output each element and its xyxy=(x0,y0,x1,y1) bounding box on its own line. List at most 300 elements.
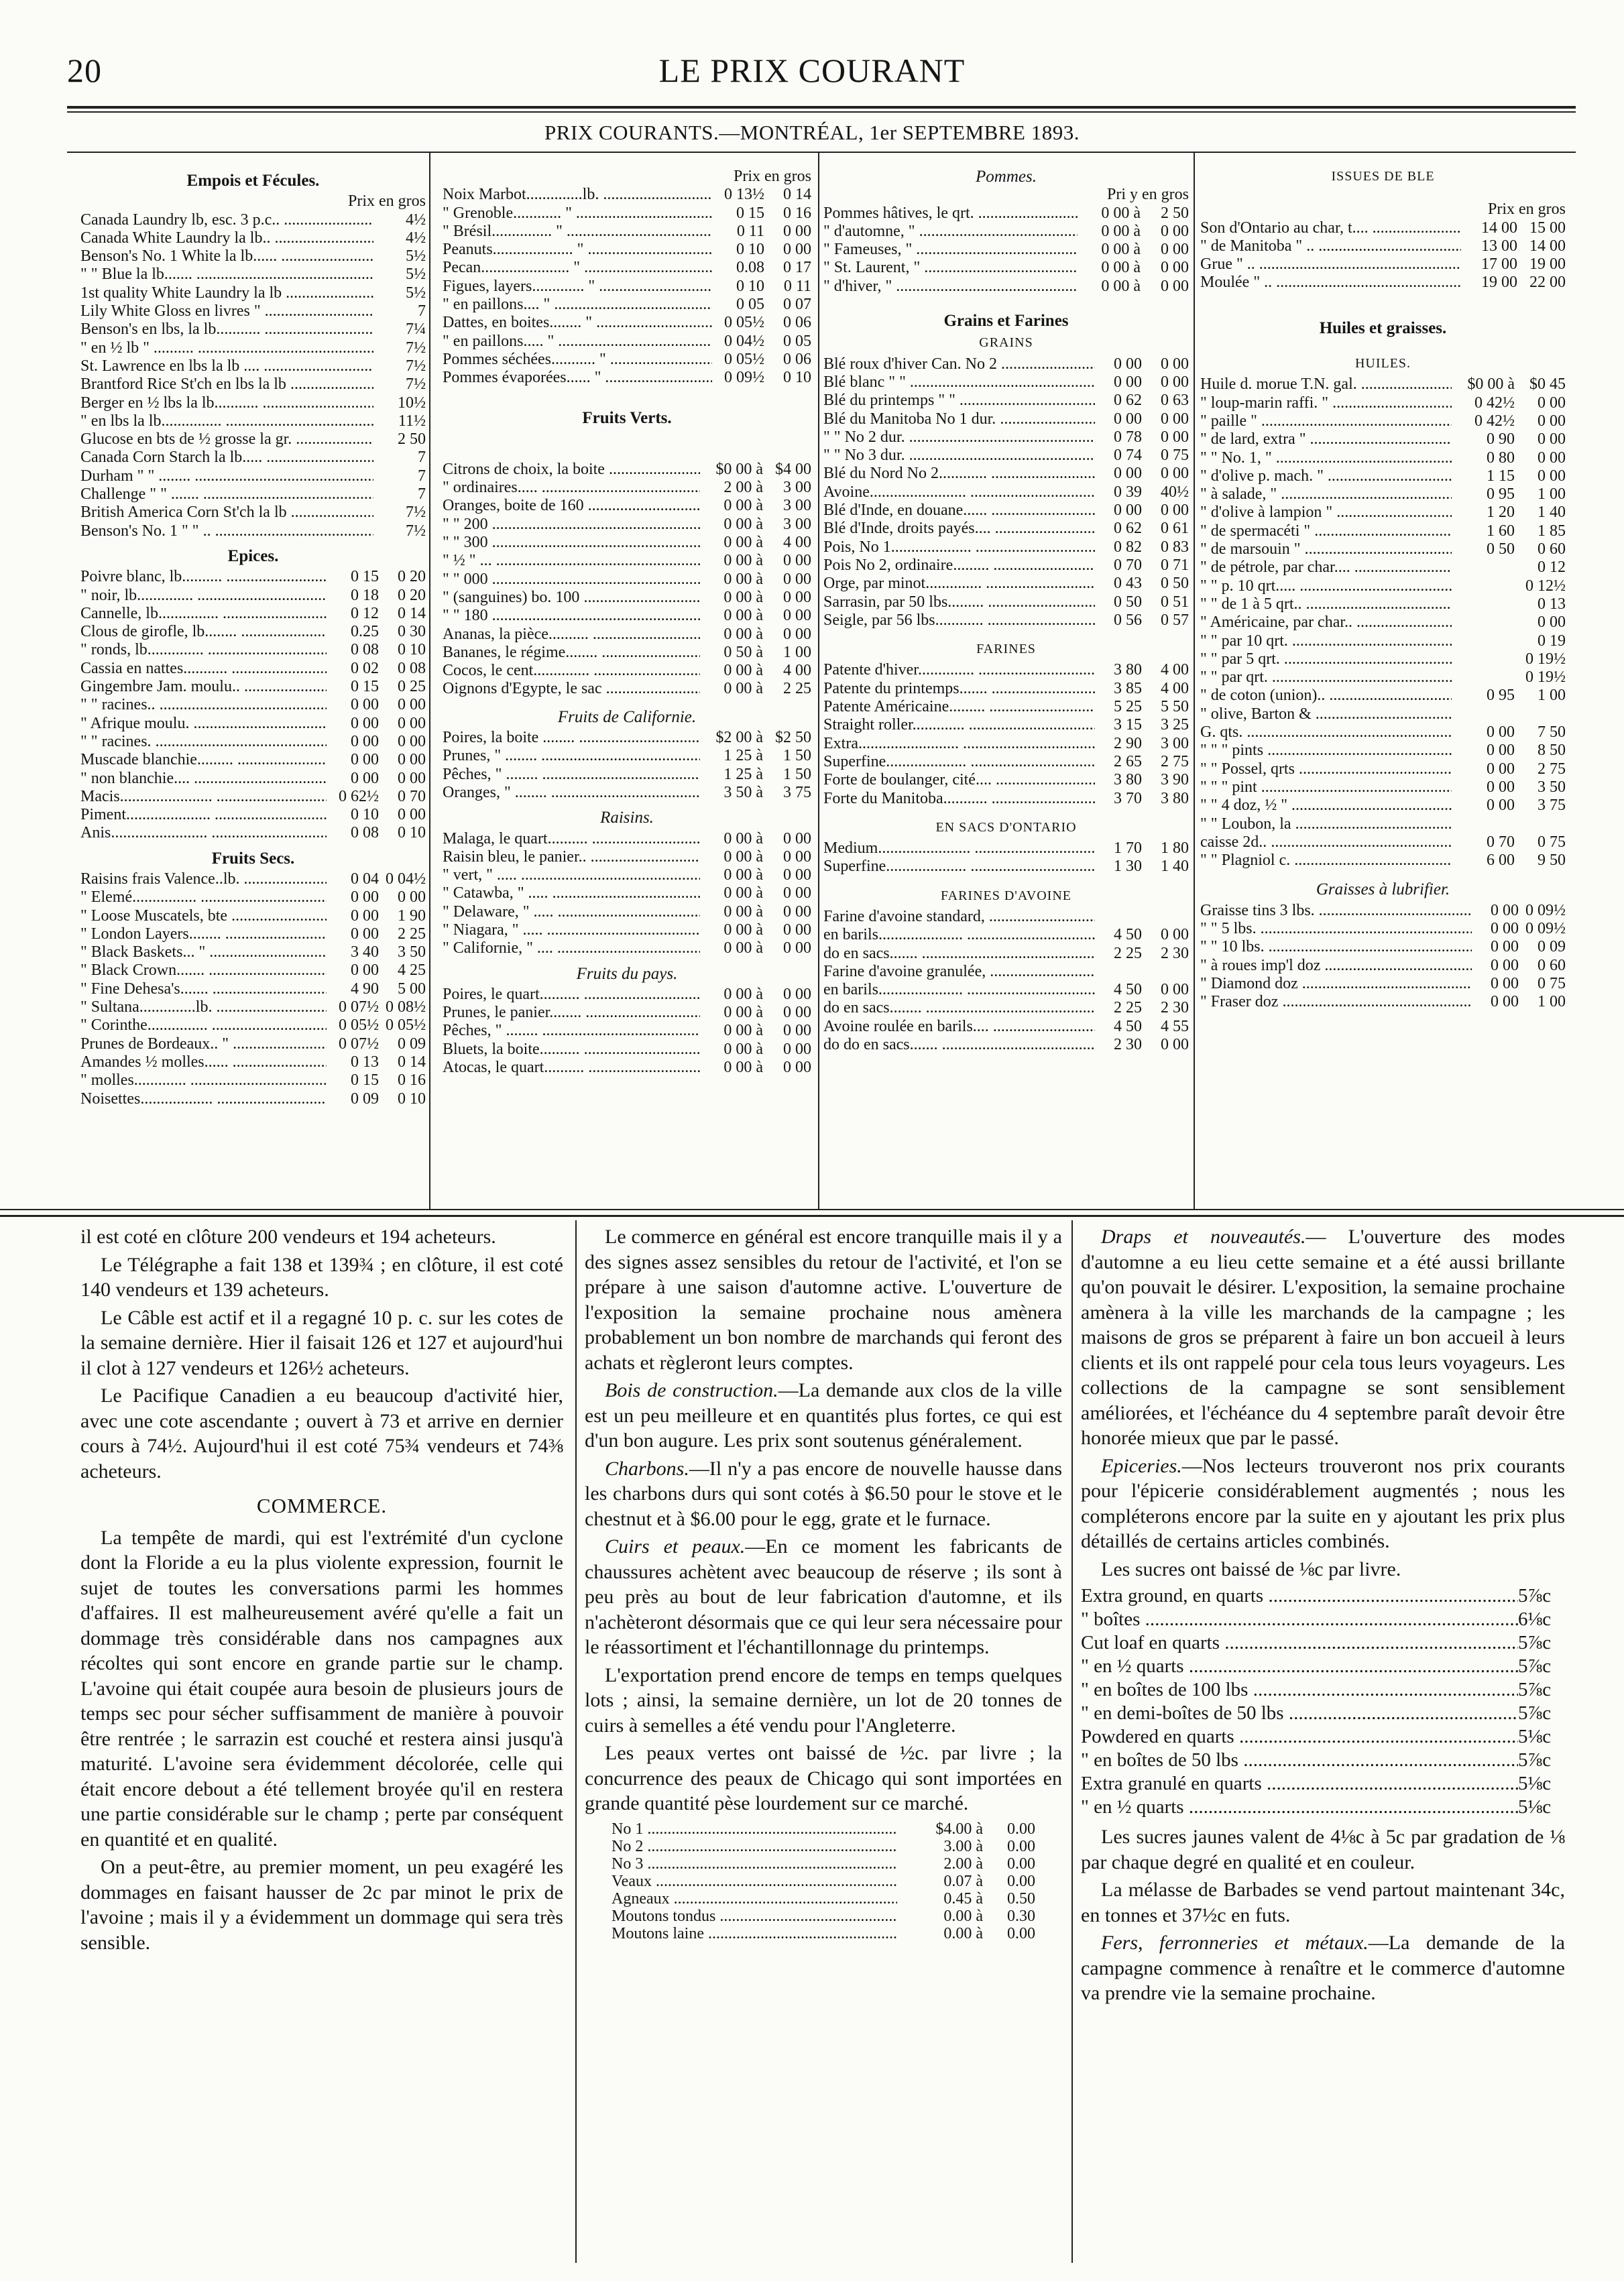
item-name: Orge, par minot.............. ..... xyxy=(823,575,1095,593)
paragraph-body: —La demande aux clos de la ville est un peu meilleure et en quantités plus fortes, ce qui est d'un bon augure. Les prix sont soutenus généralement. xyxy=(585,1379,1062,1452)
item-price: 2 75 xyxy=(1161,752,1189,770)
item-name: " Afrique moulu. ..... xyxy=(80,715,327,733)
item-name: " " Blue la lb....... ..... xyxy=(80,266,373,284)
price-row xyxy=(80,412,426,430)
price-row xyxy=(443,986,811,1004)
item-price: 3 50 xyxy=(398,943,426,961)
price-row xyxy=(1200,595,1566,613)
header-rule-bottom xyxy=(67,111,1576,113)
item-price: 2 25 xyxy=(1114,944,1142,962)
item-price: 5½ xyxy=(406,284,426,302)
price-row xyxy=(443,1041,811,1059)
price-row xyxy=(1081,1678,1565,1702)
price-table xyxy=(1200,902,1566,1012)
price-row xyxy=(443,680,811,698)
item-price: 0 00 xyxy=(1161,428,1189,446)
item-price: 0 00 à xyxy=(723,829,763,847)
paragraph: Les sucres jaunes valent de 4⅛c à 5c par gradation de ⅛ par chaque degré en qualité et en couleur. xyxy=(1081,1826,1565,1873)
price-row xyxy=(823,790,1189,808)
price-row xyxy=(1200,219,1566,237)
item-name: Citrons de choix, la boite ..... xyxy=(443,461,700,479)
price-row xyxy=(1200,920,1566,938)
item-price: 0 00 xyxy=(783,222,811,240)
item-price: 0 06 xyxy=(783,314,811,332)
item-price: 0 83 xyxy=(1161,538,1189,556)
item-price: 0 10 xyxy=(398,641,426,659)
item-price: 7 xyxy=(418,467,426,485)
price-table xyxy=(443,729,811,802)
item-price: 3 00 xyxy=(783,515,811,533)
item-price: 0 00 xyxy=(398,888,426,906)
item-price: 3 00 xyxy=(1161,734,1189,752)
price-row xyxy=(80,733,426,751)
item-price: 0 00 à xyxy=(723,552,763,570)
item-name: Prunes, le panier........ ..... xyxy=(443,1004,700,1022)
item-price: 0 00 xyxy=(1487,797,1515,815)
price-row xyxy=(443,921,811,939)
price-row xyxy=(80,998,426,1016)
item-price xyxy=(1452,705,1515,723)
price-row xyxy=(1200,255,1566,274)
price-row xyxy=(80,641,426,659)
paragraph: La mélasse de Barbades se vend partout maintenant 34c, en tonnes et 37½c en futs. xyxy=(1081,1879,1565,1926)
item-name: Seigle, par 56 lbs............ ..... xyxy=(823,611,1095,630)
section-title: Empois et Fécules. xyxy=(186,172,320,190)
item-name: Cut loaf en quarts ..... xyxy=(1081,1631,1518,1655)
price-row xyxy=(80,1016,426,1035)
item-price: 0 15 xyxy=(351,1071,379,1090)
item-name: " " No. 1, " ..... xyxy=(1200,449,1452,467)
price-table xyxy=(443,186,811,387)
item-price: 0 20 xyxy=(398,568,426,586)
item-name: " Elemé................ ..... xyxy=(80,888,327,906)
item-name: Pêches, " ........ ..... xyxy=(443,766,700,784)
item-price: 6⅛c xyxy=(1518,1609,1552,1630)
price-row xyxy=(612,1925,1035,1942)
price-row xyxy=(80,302,426,320)
paragraph xyxy=(585,1456,1062,1532)
item-name: Patente Américaine......... ..... xyxy=(823,698,1095,716)
item-name: Poivre blanc, lb.......... ..... xyxy=(80,568,327,586)
item-name: " " par qrt. ..... xyxy=(1200,668,1452,687)
item-price: 13 00 xyxy=(1481,237,1517,255)
price-row xyxy=(443,369,811,387)
item-price: 1 15 xyxy=(1487,467,1515,485)
item-price: 0 00 à xyxy=(723,680,763,698)
price-row xyxy=(443,866,811,884)
item-name: Amandes ½ molles...... ..... xyxy=(80,1053,327,1071)
item-name: Prunes de Bordeaux.. " ..... xyxy=(80,1035,327,1053)
item-name: Patente du printemps....... ..... xyxy=(823,680,1095,698)
item-price: 0 50 xyxy=(1161,575,1189,593)
price-row xyxy=(443,314,811,332)
item-name: " ordinaires..... ..... xyxy=(443,479,700,497)
item-price: 19 00 xyxy=(1529,255,1566,274)
item-name: Superfine.................... ..... xyxy=(823,753,1095,771)
item-price: 0 75 xyxy=(1161,447,1189,465)
item-price: 0 00 xyxy=(783,241,811,259)
paragraph xyxy=(1081,1454,1565,1554)
section-title: Epices. xyxy=(227,546,279,565)
item-price: 0 00 xyxy=(783,939,811,957)
item-price: 4 00 xyxy=(1161,679,1189,697)
item-price: 0 30 xyxy=(398,623,426,641)
item-name: " " Plagniol c. ..... xyxy=(1200,852,1452,870)
price-row xyxy=(80,907,426,925)
item-price: 0.00 à xyxy=(943,1924,983,1942)
item-name: do do en sacs....... ..... xyxy=(823,1036,1095,1054)
item-name: Avoine........................ ..... xyxy=(823,483,1095,502)
item-price xyxy=(1452,650,1515,668)
price-row xyxy=(823,483,1189,502)
price-row xyxy=(443,351,811,369)
item-price: 5⅛c xyxy=(1518,1796,1552,1818)
item-name: " " 180 ..... xyxy=(443,607,700,625)
price-row xyxy=(823,680,1189,698)
price-row xyxy=(823,538,1189,557)
item-name: Graisse tins 3 lbs. ..... xyxy=(1200,902,1472,920)
item-price: 2 25 xyxy=(398,925,426,943)
item-price: 0 16 xyxy=(398,1071,426,1090)
item-price: 0 00 à xyxy=(723,866,763,884)
item-price: 0 07 xyxy=(783,296,811,314)
price-row xyxy=(612,1838,1035,1855)
item-price: 1 60 xyxy=(1487,522,1515,540)
column-separator xyxy=(575,1220,577,2263)
item-name: Lily White Gloss en livres " ..... xyxy=(80,302,373,320)
item-price: 5⅞c xyxy=(1518,1632,1552,1653)
price-row xyxy=(1200,430,1566,449)
price-row xyxy=(823,839,1189,858)
item-name: Cassia en nattes........... ..... xyxy=(80,660,327,678)
price-row xyxy=(1200,815,1566,833)
paragraph: Le commerce en général est encore tranquille mais il y a des signes assez sensibles du retour de l'activité, et l'on se prépare à une saison d'automne active. L'ouverture de l'exposition la semaine prochaine nous amènera probablement un bon nombre de marchands qui feront des achats et règleront leurs comptes. xyxy=(585,1226,1062,1374)
price-table xyxy=(1200,375,1566,870)
item-price: 0.00 xyxy=(1007,1924,1035,1942)
price-row xyxy=(443,516,811,534)
item-price: 17 00 xyxy=(1481,255,1517,274)
column-separator xyxy=(429,153,430,1209)
item-price: 0 18 xyxy=(351,586,379,604)
item-name: Macis....................... ..... xyxy=(80,788,327,806)
item-price: 0 00 xyxy=(1161,926,1189,944)
section-title: Fruits du pays. xyxy=(576,964,678,983)
paragraph: Le Câble est actif et il a regagné 10 p. c. sur les cotes de la semaine dernière. Hier il faisait 126 et 127 et aujourd'hui il clot à 127 vendeurs et 126½ acheteurs. xyxy=(80,1306,563,1379)
price-row xyxy=(80,870,426,888)
price-row xyxy=(443,461,811,479)
price-row xyxy=(80,394,426,412)
item-name: Peanuts.................... " ..... xyxy=(443,241,712,259)
price-row xyxy=(80,357,426,375)
price-row xyxy=(80,266,426,284)
price-row xyxy=(443,259,811,277)
price-row xyxy=(80,449,426,467)
price-row xyxy=(80,339,426,357)
price-row xyxy=(80,587,426,605)
item-price: 2 90 xyxy=(1114,734,1142,752)
section-title: Huiles et graisses. xyxy=(1319,318,1447,337)
item-name: Piment..................... ..... xyxy=(80,806,327,824)
price-row xyxy=(1200,412,1566,430)
item-price: 2 50 xyxy=(1161,204,1189,222)
price-row xyxy=(80,788,426,806)
item-name: " d'olive p. mach. " ..... xyxy=(1200,467,1452,485)
item-price: 0 15 xyxy=(351,678,379,696)
item-price: 0 80 xyxy=(1487,449,1515,467)
item-price: 3 50 à xyxy=(723,783,763,801)
item-price: 3.00 à xyxy=(943,1837,983,1855)
item-price: 0 00 xyxy=(783,829,811,847)
price-row xyxy=(80,824,426,842)
sugar-price-table xyxy=(1081,1584,1565,1819)
item-price: 1 00 xyxy=(1538,993,1566,1011)
item-price: 0 14 xyxy=(398,1053,426,1071)
item-name: Brantford Rice St'ch en lbs la lb ..... xyxy=(80,375,373,394)
item-price: 0 00 xyxy=(398,806,426,824)
item-price: 0 00 xyxy=(1491,993,1519,1011)
item-price: 0 00 xyxy=(351,751,379,769)
item-name: Oranges, boite de 160 ..... xyxy=(443,497,700,515)
item-name: Son d'Ontario au char, t.... ..... xyxy=(1200,219,1461,237)
item-price: 0 00 à xyxy=(723,985,763,1003)
item-name: Cannelle, lb............... ..... xyxy=(80,605,327,623)
item-name: " Black Crown....... ..... xyxy=(80,961,327,980)
price-row xyxy=(1200,540,1566,559)
item-name: Blé du Manitoba No 1 dur. ..... xyxy=(823,410,1095,428)
price-row xyxy=(1081,1608,1565,1631)
item-price: 0 00 xyxy=(1538,430,1566,449)
section-title: FARINES D'AVOINE xyxy=(941,888,1071,903)
item-price: 1 00 xyxy=(1538,485,1566,504)
price-table xyxy=(823,908,1189,1054)
item-name: Muscade blanchie......... ..... xyxy=(80,751,327,769)
item-price: 0 04½ xyxy=(724,332,764,350)
price-column-4 xyxy=(1200,168,1566,1011)
price-row xyxy=(80,1090,426,1108)
item-name: en barils..................... ..... xyxy=(823,926,1095,944)
item-name: Sarrasin, par 50 lbs......... ..... xyxy=(823,593,1095,611)
item-name: " " 300 ..... xyxy=(443,534,700,552)
item-name: Pommes hâtives, le qrt. ..... xyxy=(823,204,1078,223)
price-row xyxy=(443,223,811,241)
item-price: 0.00 xyxy=(1007,1837,1035,1855)
item-price: 0.00 à xyxy=(943,1907,983,1925)
item-price: 10½ xyxy=(398,394,426,412)
item-price xyxy=(1452,815,1515,833)
item-price: 1 40 xyxy=(1538,504,1566,522)
price-row xyxy=(80,430,426,449)
item-price: $0 45 xyxy=(1529,375,1566,394)
price-row xyxy=(80,247,426,266)
item-price: 0 15 xyxy=(351,568,379,586)
item-name: Atocas, le quart.......... ..... xyxy=(443,1059,700,1077)
price-row xyxy=(612,1908,1035,1925)
price-row xyxy=(80,504,426,522)
item-price: 7 50 xyxy=(1538,723,1566,742)
price-row xyxy=(1200,274,1566,292)
price-column-1 xyxy=(80,168,426,1108)
price-row xyxy=(443,884,811,902)
item-price: 4 55 xyxy=(1161,1017,1189,1035)
item-price: $0 00 à xyxy=(1467,375,1515,394)
price-row xyxy=(80,770,426,788)
item-name: Grue " .. ..... xyxy=(1200,255,1461,274)
price-table xyxy=(80,870,426,1108)
item-name: " en demi-boîtes de 50 lbs ..... xyxy=(1081,1702,1518,1725)
item-name: do en sacs........ ..... xyxy=(823,999,1095,1017)
price-row xyxy=(80,1035,426,1053)
item-price: 0 05½ xyxy=(386,1016,426,1035)
price-row xyxy=(823,735,1189,753)
item-name: " Fine Dehesa's....... ..... xyxy=(80,980,327,998)
item-price: 15 00 xyxy=(1529,219,1566,237)
price-row xyxy=(823,373,1189,392)
item-price: 0 00 xyxy=(1161,1036,1189,1054)
item-price xyxy=(1452,577,1515,595)
item-price: 0 00 à xyxy=(723,625,763,643)
price-row xyxy=(80,284,426,302)
price-row xyxy=(80,751,426,769)
item-price: 4 25 xyxy=(398,961,426,980)
item-price: 0 19½ xyxy=(1525,668,1566,687)
item-price: 0 62 xyxy=(1114,520,1142,538)
price-row xyxy=(80,522,426,540)
paragraph-body: —Il n'y a pas encore de nouvelle hausse dans les charbons durs qui sont cotés à $6.50 pour le stove et le chestnut et à $6.00 pour le egg, grate et le furnace. xyxy=(585,1457,1062,1530)
item-name: " à salade, " ..... xyxy=(1200,485,1452,504)
price-row xyxy=(443,830,811,848)
item-name: Canada Laundry lb, esc. 3 p.c.. ..... xyxy=(80,211,373,229)
price-row xyxy=(1200,687,1566,705)
price-row xyxy=(1200,723,1566,742)
price-row xyxy=(823,410,1189,428)
item-name: " Loose Muscatels, bte ..... xyxy=(80,907,327,925)
item-price: 2 30 xyxy=(1114,1036,1142,1054)
item-name: 1st quality White Laundry la lb ..... xyxy=(80,284,373,302)
price-row xyxy=(823,223,1189,241)
price-row xyxy=(1200,760,1566,778)
item-price: 0.45 à xyxy=(943,1889,983,1908)
item-name: Cocos, le cent.............. ..... xyxy=(443,662,700,680)
price-row xyxy=(443,784,811,802)
item-name: Pêches, " ........ ..... xyxy=(443,1022,700,1040)
price-row xyxy=(823,1018,1189,1036)
item-price: 5⅞c xyxy=(1518,1679,1552,1700)
paragraph-lead: Cuirs et peaux. xyxy=(605,1535,746,1558)
price-row xyxy=(80,211,426,229)
item-price: 0 00 xyxy=(351,714,379,732)
price-row xyxy=(80,320,426,339)
item-name: " " 4 doz, ½ " ..... xyxy=(1200,797,1452,815)
item-price: 7½ xyxy=(406,375,426,394)
page-title: LE PRIX COURANT xyxy=(658,52,966,89)
item-price: 7¼ xyxy=(406,320,426,339)
paragraph-lead: Charbons. xyxy=(605,1457,689,1480)
item-price: 5 25 xyxy=(1114,698,1142,716)
item-price: 1 00 xyxy=(1538,687,1566,705)
section-heading: COMMERCE. xyxy=(256,1494,388,1517)
item-name: do en sacs....... ..... xyxy=(823,945,1095,963)
item-price: 0 20 xyxy=(398,586,426,604)
item-price: 0 56 xyxy=(1114,611,1142,629)
item-name: Agneaux ..... xyxy=(612,1890,897,1908)
item-name: Avoine roulée en barils.... ..... xyxy=(823,1018,1095,1036)
item-price: 0 05½ xyxy=(724,314,764,332)
item-price: 1 85 xyxy=(1538,522,1566,540)
item-name: " " " pints ..... xyxy=(1200,742,1452,760)
item-price: 3 00 xyxy=(783,497,811,515)
item-name: No 1 ..... xyxy=(612,1820,897,1838)
item-price: 0 00 xyxy=(1161,981,1189,999)
item-name: " " 10 lbs. ..... xyxy=(1200,938,1472,956)
item-name: " de coton (union).. ..... xyxy=(1200,687,1452,705)
price-row xyxy=(1200,975,1566,993)
item-price: 0 09½ xyxy=(1525,919,1566,937)
item-price: 0 00 xyxy=(783,570,811,588)
item-price: 0 00 xyxy=(1114,465,1142,483)
item-price: 0 13 xyxy=(1538,595,1566,613)
price-row xyxy=(443,497,811,515)
item-price: 0 10 xyxy=(398,824,426,842)
price-table xyxy=(80,568,426,842)
price-row xyxy=(443,241,811,259)
item-name: No 2 ..... xyxy=(612,1838,897,1855)
item-name: " non blanchie.... ..... xyxy=(80,770,327,788)
item-name: Benson's No. 1 " " .. ..... xyxy=(80,522,373,540)
item-price: 4 50 xyxy=(1114,1017,1142,1035)
price-row xyxy=(823,278,1189,296)
price-row xyxy=(823,428,1189,447)
paragraph: L'exportation prend encore de temps en temps quelques lots ; ainsi, la semaine dernière, un lot de 20 tonnes de cuirs à semelles a été vendu pour l'Angleterre. xyxy=(585,1663,1062,1737)
item-name: " St. Laurent, " ..... xyxy=(823,259,1078,277)
item-price: 8 50 xyxy=(1538,742,1566,760)
item-name: Raisins frais Valence..lb. ..... xyxy=(80,870,327,888)
price-row xyxy=(823,963,1189,981)
item-price: 0 10 xyxy=(351,806,379,824)
item-price xyxy=(1095,908,1142,926)
section-title: Fruits Secs. xyxy=(211,849,295,868)
price-row xyxy=(1200,375,1566,394)
column-separator xyxy=(1194,153,1195,1209)
item-price: 0 00 à xyxy=(723,497,763,515)
price-row xyxy=(1200,778,1566,797)
item-price: 0 00 à xyxy=(1101,204,1141,222)
item-name: " à roues imp'l doz ..... xyxy=(1200,957,1472,975)
price-row xyxy=(823,716,1189,734)
page-number: 20 xyxy=(67,52,102,89)
item-price: 0 00 à xyxy=(723,588,763,606)
item-price: 0 00 xyxy=(398,696,426,714)
item-price: 0 10 xyxy=(783,369,811,387)
section-subtitle: GRAINS xyxy=(979,335,1033,351)
item-price: 0 08 xyxy=(351,641,379,659)
item-name: " boîtes ..... xyxy=(1081,1608,1518,1631)
price-row xyxy=(1081,1702,1565,1725)
price-row xyxy=(80,806,426,824)
item-price: 0 00 xyxy=(1161,465,1189,483)
item-price: 0 00 xyxy=(351,906,379,925)
item-price: 0 07½ xyxy=(339,998,379,1016)
item-name: en barils..................... ..... xyxy=(823,981,1095,999)
item-price: 0 00 xyxy=(1161,355,1189,373)
price-row xyxy=(823,392,1189,410)
item-price: 0 13 xyxy=(351,1053,379,1071)
item-name: Bluets, la boite.......... ..... xyxy=(443,1041,700,1059)
section-subtitle: Prix en gros xyxy=(734,168,811,185)
item-price: 0 09½ xyxy=(724,369,764,387)
article-column-2 xyxy=(585,1224,1062,1942)
item-price: 0 19 xyxy=(1538,632,1566,650)
item-name: " ronds, lb.............. ..... xyxy=(80,641,327,659)
